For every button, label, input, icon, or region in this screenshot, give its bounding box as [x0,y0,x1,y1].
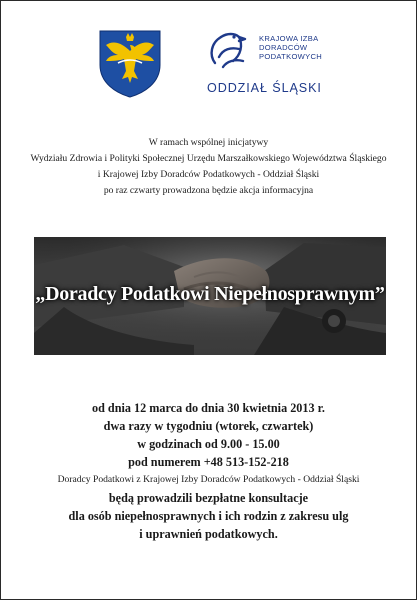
banner-title: „Doradcy Podatkowi Niepełnosprawnym” [35,283,385,305]
org-name-line: PODATKOWYCH [259,51,323,61]
consultation-line: i uprawnień podatkowych. [139,527,278,541]
org-name-line: KRAJOWA IZBA [259,34,319,43]
kidp-logo [205,23,355,97]
consultation-line: dla osób niepełnosprawnych i ich rodzin z zakresu ulg [68,509,349,523]
eagle-line-logo-icon [205,27,261,79]
advisors-line: Doradcy Podatkowi z Krajowej Izby Doradców Podatkowych - Oddział Śląski [57,474,360,485]
intro-line: W ramach wspólnej inicjatywy [148,137,269,148]
intro-line: po raz czwarty prowadzona będzie akcja informacyjna [103,185,314,196]
days-line: dwa razy w tygodniu (wtorek, czwartek) [103,419,314,433]
silesian-eagle-crest-icon [96,27,164,99]
intro-line: Wydziału Zdrowia i Polityki Społecznej Urzędu Marszałkowskiego Województwa Śląskiego [30,153,387,164]
org-name-line: DORADCÓW [259,42,308,52]
consultation-line: będą prowadzili bezpłatne konsultacje [108,491,309,505]
hours-line: w godzinach od 9.00 - 15.00 [137,437,280,451]
dates-line: od dnia 12 marca do dnia 30 kwietnia 2013 r. [92,401,325,415]
phone-line: pod numerem +48 513-152-218 [128,455,289,469]
details-text [1,399,416,543]
org-name [259,35,355,61]
intro-text [1,135,416,199]
banner [34,237,386,355]
org-branch: ODDZIAŁ ŚLĄSKI [207,81,322,95]
intro-line: i Krajowej Izby Doradców Podatkowych - Oddział Śląski [97,169,320,180]
